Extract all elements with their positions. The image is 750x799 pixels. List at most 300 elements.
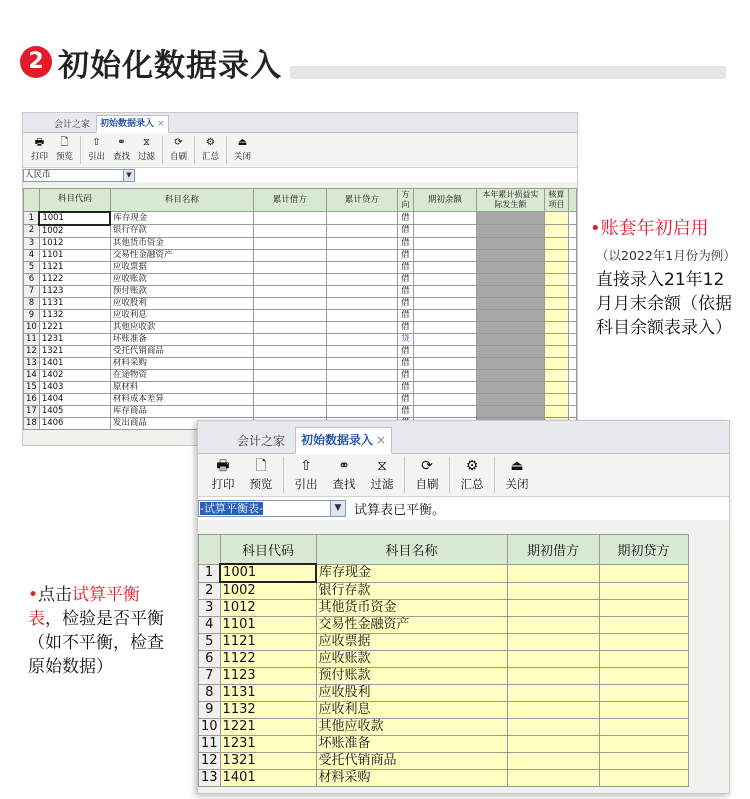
cumulative-debit-cell[interactable] (253, 345, 326, 357)
year-start-note (590, 214, 750, 340)
table-row (199, 634, 689, 651)
cumulative-debit-cell[interactable] (253, 309, 326, 321)
toolbar-separator (194, 136, 195, 164)
filler-cell (568, 225, 576, 238)
account-name-cell[interactable]: 受托代销商品 (110, 345, 253, 357)
accounting-item-cell (544, 212, 568, 225)
row-number: 11 (199, 736, 221, 753)
account-code-cell[interactable]: 1221 (220, 719, 316, 736)
cumulative-debit-cell[interactable] (253, 212, 326, 225)
toolbar-button-label: 引出 (87, 152, 105, 162)
account-name-cell[interactable]: 预付账款 (110, 285, 253, 297)
ytd-profit-loss-cell (476, 273, 544, 285)
filler-cell (568, 309, 576, 321)
refresh-button[interactable] (166, 133, 191, 167)
cumulative-credit-cell[interactable] (326, 405, 397, 417)
account-code-cell[interactable]: 1123 (220, 668, 316, 685)
account-code-cell[interactable]: 1001 (220, 564, 316, 582)
account-code-cell[interactable]: 1401 (39, 357, 110, 369)
cumulative-credit-cell[interactable] (326, 249, 397, 261)
opening-credit-cell[interactable] (599, 634, 688, 651)
refresh-icon: ⟳ (174, 137, 183, 148)
binoculars-icon: ⚭ (117, 137, 126, 148)
cumulative-debit-cell[interactable] (253, 285, 326, 297)
close-tab-icon[interactable]: × (376, 433, 387, 447)
cumulative-debit-cell[interactable] (253, 369, 326, 381)
opening-debit-cell[interactable] (507, 617, 599, 634)
cumulative-credit-cell[interactable] (326, 225, 397, 238)
cumulative-credit-cell[interactable] (326, 369, 397, 381)
toolbar-button-label: 关闭 (505, 476, 529, 491)
toolbar-button-label: 查找 (112, 152, 130, 162)
cumulative-credit-cell[interactable] (326, 345, 397, 357)
filler-cell (568, 261, 576, 273)
table-row (24, 237, 577, 249)
ytd-profit-loss-cell (476, 321, 544, 333)
filler-cell (568, 321, 576, 333)
cumulative-debit-cell[interactable] (253, 249, 326, 261)
column-header: 期初余额 (413, 189, 476, 212)
summary-icon: ⚙ (465, 457, 479, 474)
bullet: • (590, 218, 601, 239)
account-code-cell[interactable]: 1132 (39, 309, 110, 321)
row-number: 13 (24, 357, 40, 369)
cumulative-debit-cell[interactable] (253, 321, 326, 333)
toolbar (198, 454, 729, 497)
opening-credit-cell[interactable] (599, 736, 688, 753)
toolbar-button-label: 自刷 (415, 476, 439, 491)
row-number: 6 (199, 651, 221, 668)
preview-button[interactable] (242, 454, 280, 496)
filler-cell (568, 297, 576, 309)
accounting-item-cell (544, 261, 568, 273)
opening-credit-cell[interactable] (599, 770, 688, 787)
table-row (24, 393, 577, 405)
account-name-cell[interactable]: 坏账准备 (316, 736, 507, 753)
opening-credit-cell[interactable] (599, 651, 688, 668)
opening-debit-cell[interactable] (507, 668, 599, 685)
cumulative-credit-cell[interactable] (326, 285, 397, 297)
table-row (24, 285, 577, 297)
filter-button[interactable] (134, 133, 159, 167)
row-number: 9 (199, 702, 221, 719)
accounting-item-cell (544, 237, 568, 249)
account-name-cell[interactable]: 应收票据 (110, 261, 253, 273)
cumulative-debit-cell[interactable] (253, 237, 326, 249)
toolbar-button-label: 过滤 (370, 476, 394, 491)
note-heading-text: 账套年初启用 (600, 218, 709, 239)
table-row (199, 600, 689, 617)
ytd-profit-loss-cell (476, 381, 544, 393)
opening-credit-cell[interactable] (599, 600, 688, 617)
account-code-cell[interactable]: 1321 (220, 753, 316, 770)
opening-debit-cell[interactable] (507, 719, 599, 736)
header-underline-bar (290, 66, 726, 79)
opening-debit-cell[interactable] (507, 753, 599, 770)
accounting-item-cell (544, 285, 568, 297)
opening-credit-cell[interactable] (599, 564, 688, 582)
opening-credit-cell[interactable] (599, 685, 688, 702)
account-name-cell[interactable]: 坏账准备 (110, 333, 253, 345)
account-code-cell[interactable]: 1121 (220, 634, 316, 651)
ytd-profit-loss-cell (476, 357, 544, 369)
filler-cell (568, 381, 576, 393)
chevron-down-icon[interactable]: ▼ (123, 170, 134, 181)
refresh-icon: ⟳ (421, 457, 433, 474)
cumulative-debit-cell[interactable] (253, 273, 326, 285)
tab-label: 会计之家 (54, 120, 91, 130)
printer-button[interactable] (27, 133, 52, 167)
column-header: 科目代码 (220, 535, 316, 565)
step-number-badge: 2 (20, 46, 52, 78)
preview-icon: 🗋 (255, 457, 267, 474)
account-name-cell[interactable]: 交易性金融资产 (316, 617, 507, 634)
account-code-cell[interactable]: 1131 (220, 685, 316, 702)
accounting-item-cell (544, 345, 568, 357)
table-row (24, 273, 577, 285)
toolbar-button-label: 汇总 (201, 152, 219, 162)
filler-cell (568, 273, 576, 285)
binoculars-button[interactable] (109, 133, 134, 167)
accounting-item-cell (544, 249, 568, 261)
note-highlight: 试算平衡表 (28, 585, 141, 629)
opening-balance-cell[interactable] (413, 225, 476, 238)
cumulative-debit-cell[interactable] (253, 405, 326, 417)
account-name-cell[interactable]: 材料采购 (316, 770, 507, 787)
summary-button[interactable] (453, 454, 491, 496)
direction-cell: 借 (397, 405, 413, 417)
row-number: 7 (199, 668, 221, 685)
account-code-cell[interactable]: 1122 (220, 651, 316, 668)
row-number: 15 (24, 381, 40, 393)
column-header (568, 189, 576, 212)
direction-cell: 借 (397, 273, 413, 285)
cumulative-credit-cell[interactable] (326, 261, 397, 273)
column-header: 本年累计损益实际发生额 (476, 189, 544, 212)
filler-cell (568, 285, 576, 297)
trial-balance-select[interactable] (198, 500, 346, 517)
account-code-cell[interactable]: 1231 (39, 333, 110, 345)
account-code-cell[interactable]: 1101 (220, 617, 316, 634)
cumulative-credit-cell[interactable] (326, 321, 397, 333)
filler-cell (568, 357, 576, 369)
summary-button[interactable] (198, 133, 223, 167)
opening-credit-cell[interactable] (599, 719, 688, 736)
filler-cell (568, 237, 576, 249)
opening-debit-cell[interactable] (507, 770, 599, 787)
opening-debit-cell[interactable] (507, 685, 599, 702)
opening-credit-cell[interactable] (599, 753, 688, 770)
account-code-cell[interactable]: 1405 (39, 405, 110, 417)
row-number: 2 (24, 225, 40, 238)
balance-status-message: 试算表已平衡。 (354, 503, 446, 518)
toolbar-separator (283, 457, 284, 493)
account-name-cell[interactable]: 应收账款 (316, 651, 507, 668)
row-number: 8 (199, 685, 221, 702)
toolbar-separator (162, 136, 163, 164)
table-row (199, 770, 689, 787)
opening-credit-cell[interactable] (599, 668, 688, 685)
cumulative-debit-cell[interactable] (253, 393, 326, 405)
toolbar-button-label: 预览 (249, 476, 273, 491)
opening-balance-cell[interactable] (413, 381, 476, 393)
accounting-item-cell (544, 321, 568, 333)
currency-value: 人民币 (25, 169, 51, 180)
account-code-cell[interactable]: 1122 (39, 273, 110, 285)
tab-initial-data-entry[interactable] (96, 115, 169, 133)
direction-cell: 借 (397, 237, 413, 249)
cumulative-credit-cell[interactable] (326, 309, 397, 321)
table-row (199, 668, 689, 685)
account-name-cell[interactable]: 材料成本差异 (110, 393, 253, 405)
opening-balance-cell[interactable] (413, 297, 476, 309)
filler-cell (568, 333, 576, 345)
account-name-cell[interactable]: 应收股利 (316, 685, 507, 702)
opening-balance-cell[interactable] (413, 273, 476, 285)
account-name-cell[interactable]: 其他应收款 (110, 321, 253, 333)
opening-balance-cell[interactable] (413, 285, 476, 297)
opening-balance-cell[interactable] (413, 321, 476, 333)
account-name-cell[interactable]: 应收票据 (316, 634, 507, 651)
direction-cell: 贷 (397, 333, 413, 345)
account-name-cell[interactable]: 库存商品 (110, 405, 253, 417)
note-prefix: 点击 (38, 585, 73, 605)
account-code-cell[interactable]: 1101 (39, 249, 110, 261)
opening-balance-cell[interactable] (413, 237, 476, 249)
account-code-cell[interactable]: 1002 (39, 225, 110, 238)
account-code-cell[interactable]: 1001 (39, 212, 110, 225)
export-button[interactable] (287, 454, 325, 496)
account-code-cell[interactable]: 1221 (39, 321, 110, 333)
export-button[interactable] (84, 133, 109, 167)
row-number: 7 (24, 285, 40, 297)
toolbar-button-label: 引出 (294, 476, 318, 491)
account-code-cell[interactable]: 1002 (220, 582, 316, 600)
row-number: 8 (24, 297, 40, 309)
accounting-item-cell (544, 405, 568, 417)
account-name-cell[interactable]: 应收股利 (110, 297, 253, 309)
table-row (24, 321, 577, 333)
binoculars-button[interactable] (325, 454, 363, 496)
account-code-cell[interactable]: 1321 (39, 345, 110, 357)
cumulative-credit-cell[interactable] (326, 273, 397, 285)
cumulative-debit-cell[interactable] (253, 381, 326, 393)
table-row (24, 369, 577, 381)
cumulative-debit-cell[interactable] (253, 297, 326, 309)
opening-credit-cell[interactable] (599, 582, 688, 600)
cumulative-credit-cell[interactable] (326, 357, 397, 369)
account-name-cell[interactable]: 银行存款 (110, 225, 253, 238)
account-code-cell[interactable]: 1131 (39, 297, 110, 309)
account-name-cell[interactable]: 其他应收款 (316, 719, 507, 736)
table-row (24, 225, 577, 238)
tab-accounting-home[interactable] (232, 429, 290, 454)
toolbar-separator (80, 136, 81, 164)
opening-credit-cell[interactable] (599, 617, 688, 634)
ytd-profit-loss-cell (476, 297, 544, 309)
opening-debit-cell[interactable] (507, 634, 599, 651)
row-number: 2 (199, 582, 221, 600)
cumulative-credit-cell[interactable] (326, 381, 397, 393)
row-number-header (199, 535, 221, 565)
opening-debit-cell[interactable] (507, 564, 599, 582)
exit-door-icon: ⏏ (510, 457, 524, 474)
account-name-cell[interactable]: 交易性金融资产 (110, 249, 253, 261)
opening-credit-cell[interactable] (599, 702, 688, 719)
row-number: 6 (24, 273, 40, 285)
cumulative-credit-cell[interactable] (326, 297, 397, 309)
page-title: 初始化数据录入 (58, 48, 282, 84)
cumulative-credit-cell[interactable] (326, 212, 397, 225)
row-number: 5 (24, 261, 40, 273)
opening-debit-cell[interactable] (507, 651, 599, 668)
direction-cell: 借 (397, 249, 413, 261)
opening-debit-cell[interactable] (507, 600, 599, 617)
direction-cell: 借 (397, 381, 413, 393)
account-name-cell[interactable]: 在途物资 (110, 369, 253, 381)
filler-cell (568, 212, 576, 225)
account-code-cell[interactable]: 1404 (39, 393, 110, 405)
opening-balance-cell[interactable] (413, 212, 476, 225)
tab-label: 会计之家 (237, 434, 286, 448)
opening-balance-cell[interactable] (413, 393, 476, 405)
account-name-cell[interactable]: 受托代销商品 (316, 753, 507, 770)
account-code-cell[interactable]: 1132 (220, 702, 316, 719)
column-header: 期初贷方 (599, 535, 688, 565)
account-name-cell[interactable]: 库存现金 (110, 212, 253, 225)
export-icon: ⇧ (92, 137, 101, 148)
account-name-cell[interactable]: 预付账款 (316, 668, 507, 685)
cumulative-credit-cell[interactable] (326, 393, 397, 405)
account-code-cell[interactable]: 1401 (220, 770, 316, 787)
refresh-button[interactable] (408, 454, 446, 496)
table-row (24, 309, 577, 321)
accounting-item-cell (544, 297, 568, 309)
opening-balance-cell[interactable] (413, 369, 476, 381)
account-code-cell[interactable]: 1231 (220, 736, 316, 753)
opening-balance-cell[interactable] (413, 357, 476, 369)
filler-cell (568, 249, 576, 261)
filler-cell (568, 393, 576, 405)
account-name-cell[interactable]: 库存现金 (316, 564, 507, 582)
ytd-profit-loss-cell (476, 285, 544, 297)
bullet: • (28, 585, 39, 605)
account-code-cell[interactable]: 1403 (39, 381, 110, 393)
cumulative-credit-cell[interactable] (326, 333, 397, 345)
binoculars-icon: ⚭ (338, 457, 350, 474)
account-name-cell[interactable]: 发出商品 (110, 417, 253, 429)
opening-debit-cell[interactable] (507, 736, 599, 753)
cumulative-debit-cell[interactable] (253, 261, 326, 273)
chevron-down-icon[interactable]: ▼ (330, 501, 345, 516)
opening-balance-cell[interactable] (413, 405, 476, 417)
account-name-cell[interactable]: 银行存款 (316, 582, 507, 600)
table-row (24, 357, 577, 369)
cumulative-debit-cell[interactable] (253, 357, 326, 369)
account-code-cell[interactable]: 1402 (39, 369, 110, 381)
table-row (24, 212, 577, 225)
opening-balance-cell[interactable] (413, 333, 476, 345)
tab-bar (198, 421, 729, 454)
account-name-cell[interactable]: 其他货币资金 (110, 237, 253, 249)
toolbar-button-label: 打印 (211, 476, 235, 491)
tab-initial-data-entry[interactable] (295, 427, 392, 454)
tab-accounting-home[interactable] (51, 117, 93, 133)
account-code-cell[interactable]: 1121 (39, 261, 110, 273)
account-name-cell[interactable]: 应收利息 (110, 309, 253, 321)
accounting-item-cell (544, 381, 568, 393)
direction-cell: 借 (397, 309, 413, 321)
account-code-cell[interactable]: 1406 (39, 417, 110, 429)
row-number: 1 (24, 212, 40, 225)
filter-button[interactable] (363, 454, 401, 496)
opening-debit-cell[interactable] (507, 702, 599, 719)
accounting-item-cell (544, 357, 568, 369)
table-row (199, 736, 689, 753)
opening-balance-cell[interactable] (413, 309, 476, 321)
direction-cell: 借 (397, 285, 413, 297)
row-number: 3 (199, 600, 221, 617)
row-number: 1 (199, 564, 221, 582)
trial-balance-select-value: -试算平衡表- (200, 502, 263, 515)
account-code-cell[interactable]: 1123 (39, 285, 110, 297)
printer-button[interactable] (204, 454, 242, 496)
opening-balance-cell[interactable] (413, 261, 476, 273)
account-name-cell[interactable]: 应收利息 (316, 702, 507, 719)
table-row (199, 564, 689, 582)
opening-balance-cell[interactable] (413, 249, 476, 261)
column-header: 累计借方 (253, 189, 326, 212)
row-number: 10 (199, 719, 221, 736)
account-code-cell[interactable]: 1012 (220, 600, 316, 617)
preview-button[interactable] (52, 133, 77, 167)
toolbar-button-label: 自刷 (169, 152, 187, 162)
table-row (199, 685, 689, 702)
account-name-cell[interactable]: 应收账款 (110, 273, 253, 285)
exit-door-button[interactable] (498, 454, 536, 496)
column-header: 科目名称 (316, 535, 507, 565)
cumulative-credit-cell[interactable] (326, 237, 397, 249)
exit-door-button[interactable] (230, 133, 255, 167)
account-name-cell[interactable]: 原材料 (110, 381, 253, 393)
ytd-profit-loss-cell (476, 309, 544, 321)
account-name-cell[interactable]: 其他货币资金 (316, 600, 507, 617)
row-number: 11 (24, 333, 40, 345)
cumulative-debit-cell[interactable] (253, 225, 326, 238)
toolbar-button-label: 汇总 (460, 476, 484, 491)
mode-row (198, 497, 729, 520)
column-header: 科目代码 (39, 189, 110, 212)
direction-cell: 借 (397, 261, 413, 273)
close-tab-icon[interactable]: × (157, 119, 165, 129)
currency-select[interactable] (23, 169, 135, 182)
row-number: 13 (199, 770, 221, 787)
row-number: 9 (24, 309, 40, 321)
toolbar (23, 133, 577, 168)
accounting-item-cell (544, 393, 568, 405)
opening-balance-cell[interactable] (413, 345, 476, 357)
account-name-cell[interactable]: 材料采购 (110, 357, 253, 369)
opening-debit-cell[interactable] (507, 582, 599, 600)
filler-cell (568, 369, 576, 381)
account-code-cell[interactable]: 1012 (39, 237, 110, 249)
column-header: 期初借方 (507, 535, 599, 565)
ytd-profit-loss-cell (476, 369, 544, 381)
row-number: 12 (199, 753, 221, 770)
column-header: 科目名称 (110, 189, 253, 212)
cumulative-debit-cell[interactable] (253, 333, 326, 345)
table-row (199, 582, 689, 600)
